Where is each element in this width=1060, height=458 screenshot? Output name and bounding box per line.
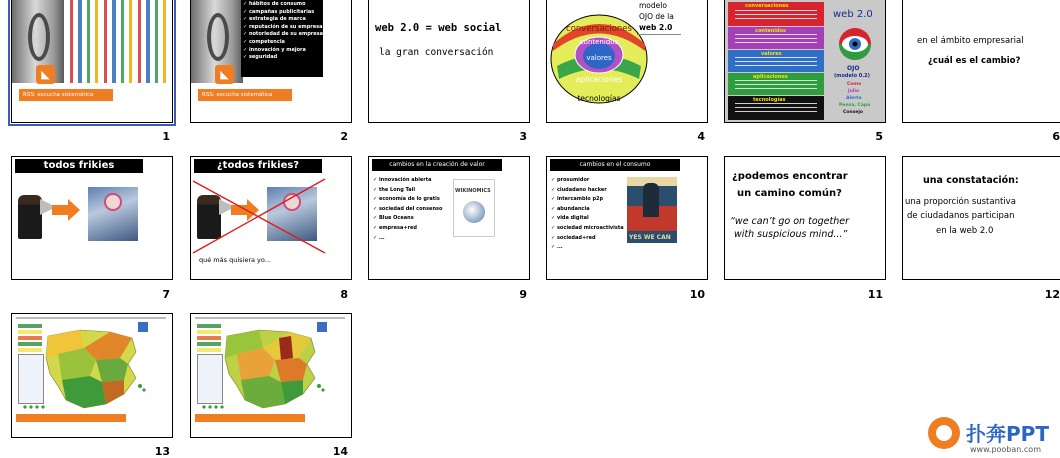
slide-text-line-2: ¿cuál es el cambio? bbox=[928, 56, 1021, 66]
slide-number-10: 10 bbox=[689, 288, 705, 301]
list-item: ✓ intercambio p2p bbox=[551, 195, 624, 205]
slide-number-9: 9 bbox=[519, 288, 527, 301]
slide-thumbnail-6[interactable] bbox=[902, 0, 1060, 123]
slide-thumbnail-7[interactable] bbox=[11, 156, 173, 280]
eye-label-contenidos: contenidos bbox=[579, 38, 619, 46]
ojo-label: OJO bbox=[847, 65, 860, 72]
ear-inner-shape bbox=[28, 13, 50, 61]
book-title: WIKINOMICS bbox=[455, 188, 491, 194]
box-title-tecnologias: tecnologías bbox=[753, 97, 786, 103]
slide-number-14: 14 bbox=[332, 445, 348, 458]
slide-title-bar: ¿todos frikies? bbox=[194, 159, 322, 173]
map-canary-islands bbox=[22, 404, 46, 410]
list-item: ✓ Blue Oceans bbox=[373, 214, 442, 224]
list-item: ✓ hábitos de consumo bbox=[243, 1, 323, 9]
rss-label: RSS: escucha sistemática bbox=[19, 89, 113, 101]
side-item-5: Consejo bbox=[843, 110, 863, 115]
slide-number-4: 4 bbox=[697, 130, 705, 143]
list-item: ✓ innovación y mejora bbox=[243, 47, 323, 55]
slide-body-line-2: de ciudadanos participan bbox=[907, 211, 1015, 221]
list-item: ✓ ... bbox=[551, 243, 624, 253]
list-item: ✓ economía de lo gratis bbox=[373, 195, 442, 205]
watermark-logo-icon-inner bbox=[936, 425, 952, 441]
map-header-strip bbox=[195, 317, 345, 319]
list-item: ✓ sociedad microactivista bbox=[551, 224, 624, 234]
slide-quote-line-2: with suspicious mind...” bbox=[734, 229, 848, 240]
rss-icon: ◣ bbox=[36, 65, 55, 84]
box-text-filler bbox=[735, 103, 817, 115]
slide-body-line-1: una proporción sustantiva bbox=[905, 197, 1016, 207]
box-title-conversaciones: conversaciones bbox=[745, 3, 789, 9]
slide-number-13: 13 bbox=[154, 445, 170, 458]
slide-thumbnail-2[interactable] bbox=[190, 0, 352, 123]
model-underline bbox=[637, 34, 681, 35]
map-canary-islands bbox=[201, 404, 225, 410]
slide-thumbnail-1[interactable] bbox=[11, 0, 173, 123]
eye-label-tecnologias: tecnologías bbox=[577, 94, 621, 103]
list-item: ✓ prosumidor bbox=[551, 176, 624, 186]
slide-quote-line-1: “we can’t go on together bbox=[730, 216, 850, 227]
list-item: ✓ the Long Tail bbox=[373, 186, 442, 196]
poster-caption: YES WE CAN bbox=[629, 234, 671, 241]
ojo-sub: (modelo 0.2) bbox=[834, 73, 870, 79]
side-item-3: Alerto bbox=[846, 96, 862, 101]
list-item: ✓ abundancia bbox=[551, 205, 624, 215]
slide-title-bar: todos frikies bbox=[15, 159, 143, 173]
map-info-badge bbox=[138, 322, 148, 332]
slide-number-1: 1 bbox=[162, 130, 170, 143]
book-globe bbox=[463, 201, 485, 223]
eye-label-aplicaciones: aplicaciones bbox=[575, 75, 623, 84]
listen-topics-list bbox=[243, 1, 323, 62]
slide-thumbnail-12[interactable] bbox=[902, 156, 1060, 280]
rss-icon: ◣ bbox=[215, 65, 234, 84]
slide-thumbnail-11[interactable] bbox=[724, 156, 886, 280]
list-item: ✓ ... bbox=[373, 234, 442, 244]
watermark-url: www.pooban.com bbox=[970, 445, 1041, 454]
slide-number-7: 7 bbox=[162, 288, 170, 301]
slide-thumbnail-4[interactable] bbox=[546, 0, 708, 123]
slide-number-12: 12 bbox=[1044, 288, 1060, 301]
slide-caption: qué más quisiera yo... bbox=[199, 256, 271, 264]
ear-inner-shape bbox=[207, 13, 229, 61]
slide-title: web 2.0 = web social bbox=[375, 22, 502, 34]
poster-figure bbox=[643, 183, 659, 217]
spain-map bbox=[40, 324, 150, 414]
box-text-filler bbox=[735, 57, 817, 69]
slide-thumbnail-13[interactable] bbox=[11, 313, 173, 438]
consumption-changes-list bbox=[551, 176, 624, 253]
slide-title-bar: cambios en el consumo bbox=[550, 159, 680, 171]
ojo-eye-icon bbox=[838, 27, 872, 61]
list-item: ✓ ciudadano hacker bbox=[551, 186, 624, 196]
box-text-filler bbox=[735, 10, 817, 22]
side-item-2: Julio bbox=[848, 89, 860, 94]
box-text-filler bbox=[735, 34, 817, 46]
box-text-filler bbox=[735, 80, 817, 92]
map-header-strip bbox=[16, 317, 166, 319]
slide-number-3: 3 bbox=[519, 130, 527, 143]
slide-number-5: 5 bbox=[875, 130, 883, 143]
model-line-2: OJO de la bbox=[639, 12, 674, 21]
list-item: ✓ reputación de su empresa bbox=[243, 24, 323, 32]
slide-title-line-2: un camino común? bbox=[737, 188, 842, 199]
model-line-1: modelo bbox=[639, 1, 667, 10]
slide-thumbnail-9[interactable] bbox=[368, 156, 530, 280]
box-title-aplicaciones: aplicaciones bbox=[753, 74, 788, 80]
slide-number-11: 11 bbox=[867, 288, 883, 301]
megaphone-figure bbox=[18, 195, 42, 239]
slide-thumbnail-5[interactable] bbox=[724, 0, 886, 123]
list-item: ✓ estrategia de marca bbox=[243, 16, 323, 24]
slide-number-6: 6 bbox=[1052, 130, 1060, 143]
model-line-3: web 2.0 bbox=[639, 23, 673, 32]
slide-title-line-1: ¿podemos encontrar bbox=[732, 171, 848, 182]
list-item: ✓ campañas publicitarias bbox=[243, 9, 323, 17]
slide-number-2: 2 bbox=[340, 130, 348, 143]
slide-title-bar: cambios en la creación de valor bbox=[372, 159, 502, 171]
slide-thumbnail-8[interactable] bbox=[190, 156, 352, 280]
slide-thumbnail-10[interactable] bbox=[546, 156, 708, 280]
side-title: web 2.0 bbox=[833, 9, 873, 20]
list-item: ✓ notoriedad de su empresa bbox=[243, 31, 323, 39]
eye-diagram bbox=[549, 4, 649, 114]
box-title-valores: valores bbox=[761, 51, 782, 57]
slide-body-line-3: en la web 2.0 bbox=[936, 226, 994, 236]
logo-collage bbox=[64, 0, 173, 83]
rss-label: RSS: escucha sistemática bbox=[198, 89, 292, 101]
side-item-4: Pensa, Capa bbox=[839, 103, 871, 108]
slide-title: una constatación: bbox=[923, 175, 1019, 186]
value-changes-list bbox=[373, 176, 442, 243]
eye-label-conversaciones: conversaciones bbox=[566, 24, 632, 34]
list-item: ✓ innovación abierta bbox=[373, 176, 442, 186]
slide-subtitle: la gran conversación bbox=[379, 47, 494, 58]
watermark-brand: 扑奔PPT bbox=[966, 422, 1049, 446]
slide-number-8: 8 bbox=[340, 288, 348, 301]
list-item: ✓ sociedad del consenso bbox=[373, 205, 442, 215]
arrow-head-icon bbox=[68, 199, 80, 221]
list-item: ✓ competencia bbox=[243, 39, 323, 47]
arrow-icon bbox=[52, 205, 68, 215]
slide-thumbnail-3[interactable] bbox=[368, 0, 530, 123]
side-item-1: Como bbox=[847, 82, 862, 87]
slide-text-line-1: en el ámbito empresarial bbox=[917, 36, 1024, 46]
geek-head bbox=[104, 193, 122, 211]
list-item: ✓ vida digital bbox=[551, 214, 624, 224]
list-item: ✓ seguridad bbox=[243, 54, 323, 62]
spain-map bbox=[219, 324, 329, 414]
list-item: ✓ sociedad+red bbox=[551, 234, 624, 244]
map-info-badge bbox=[317, 322, 327, 332]
box-title-contenidos: contenidos bbox=[755, 28, 787, 34]
source-bar bbox=[16, 414, 126, 422]
source-bar bbox=[195, 414, 305, 422]
list-item: ✓ empresa+red bbox=[373, 224, 442, 234]
slide-thumbnail-14[interactable] bbox=[190, 313, 352, 438]
eye-label-valores: valores bbox=[586, 54, 612, 62]
